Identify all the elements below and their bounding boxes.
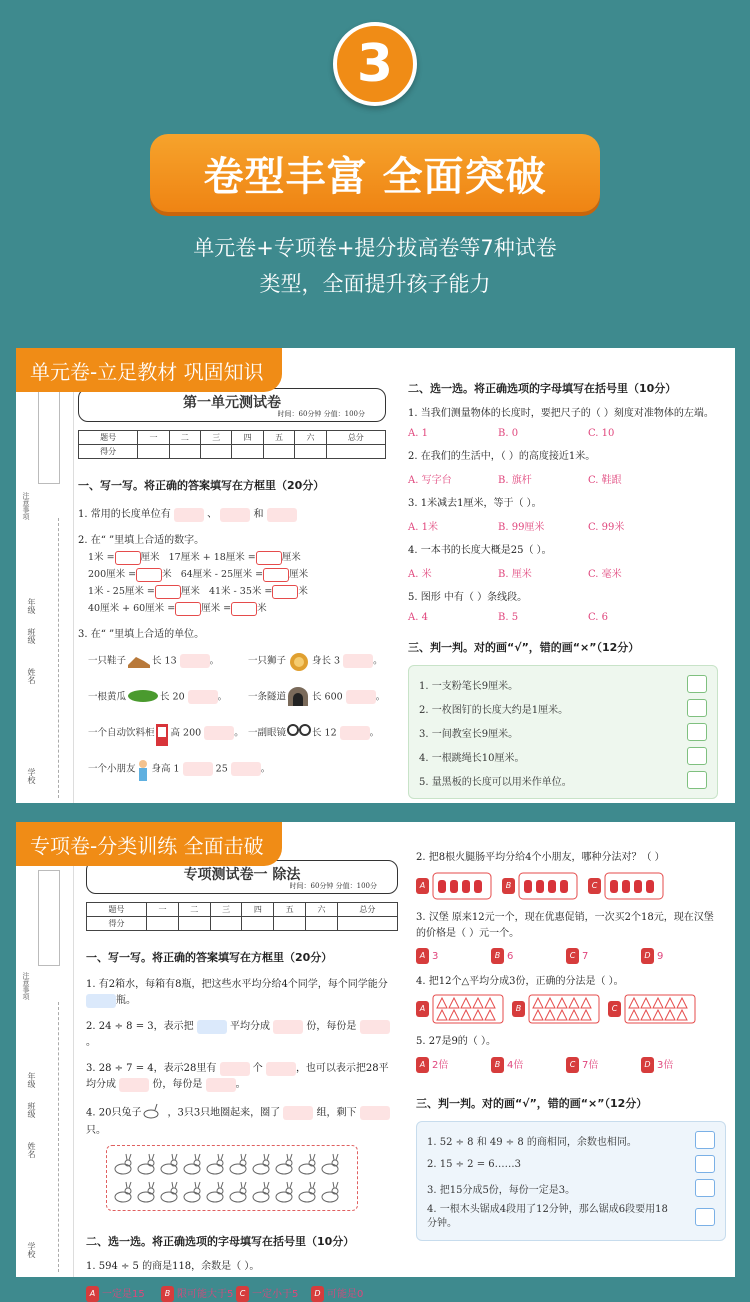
answer-box[interactable]: [687, 747, 707, 765]
topic-test-card: [16, 822, 735, 1300]
left-column: [86, 860, 398, 1302]
answer-box[interactable]: [695, 1208, 715, 1226]
child-icon: [136, 759, 152, 779]
side-binding: [16, 862, 74, 1277]
choice-q3-options: A. 1米 B. 99厘米 C. 99米: [408, 522, 625, 533]
choice-q3: 3. 汉堡 原来12元一个，现在优惠促销，一次买2个18元，现在汉堡 的价格是（ ）元一个。: [416, 912, 714, 939]
section-2-heading: 二、选一选。将正确选项的字母填写在括号里（10分）: [408, 382, 677, 395]
answer-box[interactable]: [687, 723, 707, 741]
unit-test-card: [16, 348, 735, 803]
subtitle-line-2: 类型，全面提升孩子能力: [259, 272, 491, 296]
choice-q4: 4. 把12个△平均分成3份，正确的分法是（ ）。: [416, 976, 624, 987]
answer-box[interactable]: [687, 675, 707, 693]
glasses-icon: [286, 723, 312, 743]
lion-icon: [286, 651, 312, 671]
rabbit-grid: [106, 1145, 358, 1211]
side-name: 姓名: [27, 668, 36, 684]
judge-panel: [408, 665, 718, 799]
section-1-heading: 一、写一写。将正确的答案填写在方框里（20分）: [86, 951, 333, 964]
question-3: 3. 在“ ”里填上合适的单位。: [78, 629, 205, 640]
choice-q4-options: A. 米 B. 厘米 C. 毫米: [408, 569, 622, 580]
question-4: 4. 20只兔子 ，3只3只地圈起来，圈了 组，剩下 只。: [86, 1103, 398, 1139]
left-column: [78, 388, 386, 787]
choice-q2-options: A. 写字台 B. 旗杆 C. 鞋跟: [408, 475, 622, 486]
card-tag: 专项卷-分类训练 全面击破: [16, 822, 282, 866]
answer-box[interactable]: [687, 771, 707, 789]
judge-panel: [416, 1121, 726, 1241]
notice-label: 注意事项: [22, 972, 30, 1000]
card-tag: 单元卷-立足教材 巩固知识: [16, 348, 282, 392]
paper-title: 专项测试卷一 除法 时间：60分钟 分值：100分: [86, 860, 398, 894]
side-school: 学校: [27, 768, 36, 784]
choice-q1-options: A. 1 B. 0 C. 10: [408, 428, 615, 439]
choice-q5-options: A. 4 B. 5 C. 6: [408, 612, 609, 623]
side-class: 班级: [27, 628, 36, 644]
judge-row: 1. 52 ÷ 8 和 49 ÷ 8 的商相同，余数也相同。: [427, 1128, 715, 1152]
choice-q2: 2. 把8根火腿肠平均分给4个小朋友，哪种分法对？（ ）: [416, 852, 665, 863]
sausage-options: A B C: [416, 872, 726, 900]
cucumber-icon: [126, 687, 160, 707]
question-2: 2. 在“ ”里填上合适的数字。: [78, 535, 205, 546]
score-table: 题号 一 二 三 四 五 六 总分 得分: [86, 902, 398, 931]
notice-box: [38, 870, 60, 966]
cut-line: [58, 518, 59, 798]
judge-row: 4. 一根木头锯成4段用了12分钟，那么锯成6段要用18分钟。: [427, 1200, 715, 1234]
paper-title: 第一单元测试卷 时间：60分钟 分值：100分: [78, 388, 386, 422]
choice-q4: 4. 一本书的长度大概是25（ ）。: [408, 545, 552, 556]
shoe-icon: [126, 651, 152, 671]
question-2-lines: 1米 = 厘米 17厘米 + 18厘米 = 厘米 200厘米 = 米 64厘米 - 25厘米 = 厘米 1米 - 25厘米 = 厘米 41米 - 35米 = 米 40厘米 + 60厘米 = 厘米 = 米: [88, 552, 309, 614]
choice-q5-options: A 2倍 B 4倍 C 7倍 D 3倍: [416, 1056, 726, 1073]
side-grade: 年级: [27, 598, 36, 614]
section-3-heading: 三、判一判。对的画“√”，错的画“×”（12分）: [408, 641, 640, 654]
section-1-heading: 一、写一写。将正确的答案填写在方框里（20分）: [78, 479, 325, 492]
cut-line: [58, 1002, 59, 1272]
headline-banner: 卷型丰富 全面突破: [150, 134, 600, 212]
choice-q1-options: A 一定是15 B 限可能大于5 C 一定小于5 D 可能是0: [86, 1285, 398, 1302]
right-column: [416, 850, 726, 1241]
step-number-badge: 3: [333, 22, 417, 106]
choice-q1: 1. 594 ÷ 5 的商是118，余数是（ ）。: [86, 1261, 260, 1272]
subtitle-line-1: 单元卷+专项卷+提分拔高卷等7种试卷: [193, 236, 557, 260]
side-school: 学校: [27, 1242, 36, 1258]
question-3: 3. 28 ÷ 7 = 4，表示28里有 个 ，也可以表示把28平均分成 份，每份是 。: [86, 1063, 389, 1090]
choice-q5: 5. 图形 中有（ ）条线段。: [408, 592, 528, 603]
notice-box: [38, 388, 60, 484]
judge-row: 2. 15 ÷ 2 = 6……3: [427, 1152, 715, 1176]
rabbit-icon: [141, 1103, 167, 1123]
side-class: 班级: [27, 1102, 36, 1118]
triangle-options: A B C: [416, 994, 726, 1024]
choice-q1: 1. 当我们测量物体的长度时，要把尺子的（ ）刻度对准物体的左端。: [408, 408, 714, 419]
choice-q3-options: A 3 B 6 C 7 D 9: [416, 948, 726, 964]
answer-box[interactable]: [695, 1155, 715, 1173]
side-name: 姓名: [27, 1142, 36, 1158]
judge-row: 2. 一枚图钉的长度大约是1厘米。: [419, 696, 707, 720]
choice-q2: 2. 在我们的生活中，（ ）的高度接近1米。: [408, 451, 596, 462]
question-3-items: 一只鞋子 长 13 。 一只狮子 身长 3 。 一根黄瓜 长 20 。 一条隧道 长 600 。 一个自动饮料柜 高 200 。 一副眼镜 长 12 。 一个小朋友 身高 1 25 。: [78, 643, 386, 787]
choice-q3: 3. 1米减去1厘米，等于（ ）。: [408, 498, 542, 509]
tunnel-icon: [286, 687, 312, 707]
score-table: 题号 一 二 三 四 五 六 总分 得分: [78, 430, 386, 459]
choice-q5: 5. 27是9的（ ）。: [416, 1036, 496, 1047]
side-grade: 年级: [27, 1072, 36, 1088]
judge-row: 4. 一根跳绳长10厘米。: [419, 744, 707, 768]
vending-machine-icon: [155, 723, 171, 743]
answer-box[interactable]: [695, 1131, 715, 1149]
answer-box[interactable]: [695, 1179, 715, 1197]
question-1: 1. 有2箱水，每箱有8瓶，把这些水平均分给4个同学，每个同学能分 瓶。: [86, 979, 388, 1006]
right-column: [408, 380, 718, 799]
question-1: 1. 常用的长度单位有 、 和: [78, 507, 386, 523]
section-3-heading: 三、判一判。对的画“√”，错的画“×”（12分）: [416, 1097, 648, 1110]
judge-row: 1. 一支粉笔长9厘米。: [419, 672, 707, 696]
judge-row: 3. 把15分成5份，每份一定是3。: [427, 1176, 715, 1200]
question-2: 2. 24 ÷ 8 = 3，表示把 平均分成 份，每份是 。: [86, 1019, 398, 1051]
answer-box[interactable]: [687, 699, 707, 717]
judge-row: 5. 量黑板的长度可以用米作单位。: [419, 768, 707, 792]
judge-row: 3. 一间教室长9厘米。: [419, 720, 707, 744]
side-binding: [16, 388, 74, 803]
notice-label: 注意事项: [22, 492, 30, 520]
section-2-heading: 二、选一选。将正确选项的字母填写在括号里（10分）: [86, 1235, 355, 1248]
